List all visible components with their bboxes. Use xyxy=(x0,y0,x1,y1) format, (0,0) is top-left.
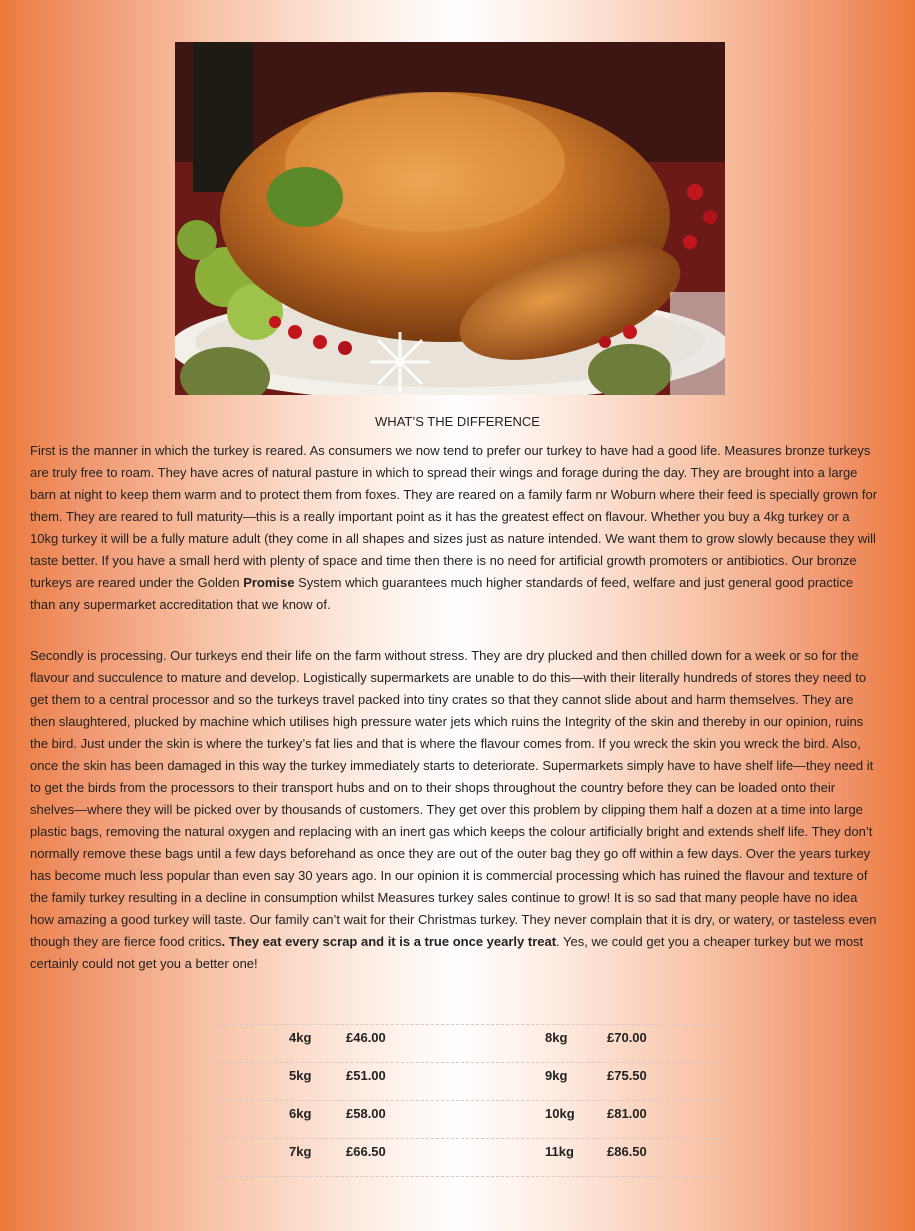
promise-bold: Promise xyxy=(243,575,295,590)
paragraph-rearing-text: First is the manner in which the turkey is reared. As consumers we now tend to prefer our turkey to have had a good life. Measures bronze turkeys are truly free to roam. They have acres of natural pasture in which to spread their wings and forage during the day. They are brought into a large barn at night to keep them warm and to protect them from foxes. They are reared on a family farm nr Woburn where their feed is specially grown for them. They are reared to full maturity—this is a really important point as it has the greatest effect on flavour. Whether you buy a 4kg turkey or a 10kg turkey it will be a fully mature adult (they come in all shapes and sizes just as nature intended. We want them to grow slowly because they will taste better. If you have a small herd with plenty of space and time then there is no need for artificial growth promoters or antibiotics. Our bronze turkeys are reared under the Golden xyxy=(30,443,878,590)
price-row xyxy=(215,1138,725,1177)
weight-left: 7kg xyxy=(289,1144,312,1159)
weight-left: 4kg xyxy=(289,1030,312,1045)
price-left: £51.00 xyxy=(346,1068,386,1083)
price-right: £70.00 xyxy=(607,1030,647,1045)
weight-left: 6kg xyxy=(289,1106,312,1121)
paragraph-processing-text: Secondly is processing. Our turkeys end their life on the farm without stress. They are dry plucked and then chilled down for a week or so for the flavour and succulence to mature and develop. Logistically supermarkets are unable to do this—with their literally hundreds of stores they need to get them to a central processor and so the turkeys travel packed into tiny crates so that they cannot slide about and harm themselves. They are then slaughtered, plucked by machine which utilises high pressure water jets which ruins the Integrity of the skin and thereby in our opinion, ruins the bird. Just under the skin is where the turkey’s fat lies and that is where the flavour comes from. If you wreck the skin you wreck the bird. Also, once the skin has been damaged in this way the turkey immediately starts to deteriorate. Supermarkets simply have to have shelf life—they need it to get the birds from the processors to their transport hubs and on to their shops throughout the country before they can be loaded onto their shelves—where they will be picked over by thousands of customers. They get over this problem by clipping them half a dozen at a time into large plastic bags, removing the natural oxygen and replacing with an inert gas which keeps the colour artificially bright and extends shelf life. They don’t normally remove these bags until a few days beforehand as once they are out of the outer bag they go off within a few days. Over the years turkey has become much less popular than even say 30 years ago. In our opinion it is commercial processing which has ruined the flavour and texture of the family turkey resulting in a decline in consumption whilst Measures turkey sales continue to grow! It is so sad that many people have no idea how amazing a good turkey will taste. Our family can’t wait for their Christmas turkey. They never complain that it is dry, or watery, or tasteless even though they are fierce food critics xyxy=(30,648,877,949)
weight-right: 10kg xyxy=(545,1106,575,1121)
weight-right: 11kg xyxy=(545,1144,574,1159)
price-right: £86.50 xyxy=(607,1144,647,1159)
price-right: £75.50 xyxy=(607,1068,647,1083)
weight-right: 8kg xyxy=(545,1030,568,1045)
weight-right: 9kg xyxy=(545,1068,568,1083)
weight-left: 5kg xyxy=(289,1068,312,1083)
price-row xyxy=(215,1100,725,1138)
price-row xyxy=(215,1024,725,1062)
price-right: £81.00 xyxy=(607,1106,647,1121)
price-left: £46.00 xyxy=(346,1030,386,1045)
price-table xyxy=(215,1024,725,1177)
paragraph-rearing xyxy=(30,440,878,616)
price-left: £58.00 xyxy=(346,1106,386,1121)
turkey-photo xyxy=(175,42,725,395)
paragraph-processing-end: . Yes, we could get you a cheaper turkey but we most certainly could not get you a better one! xyxy=(30,934,864,971)
paragraph-rearing-end: System which guarantees much higher standards of feed, welfare and just general good practice than any supermarket accreditation that we know of. xyxy=(30,575,854,612)
section-heading: WHAT’S THE DIFFERENCE xyxy=(375,414,540,429)
treat-bold: . They eat every scrap and it is a true once yearly treat xyxy=(221,934,557,949)
price-left: £66.50 xyxy=(346,1144,386,1159)
price-row xyxy=(215,1062,725,1100)
paragraph-processing xyxy=(30,645,878,975)
